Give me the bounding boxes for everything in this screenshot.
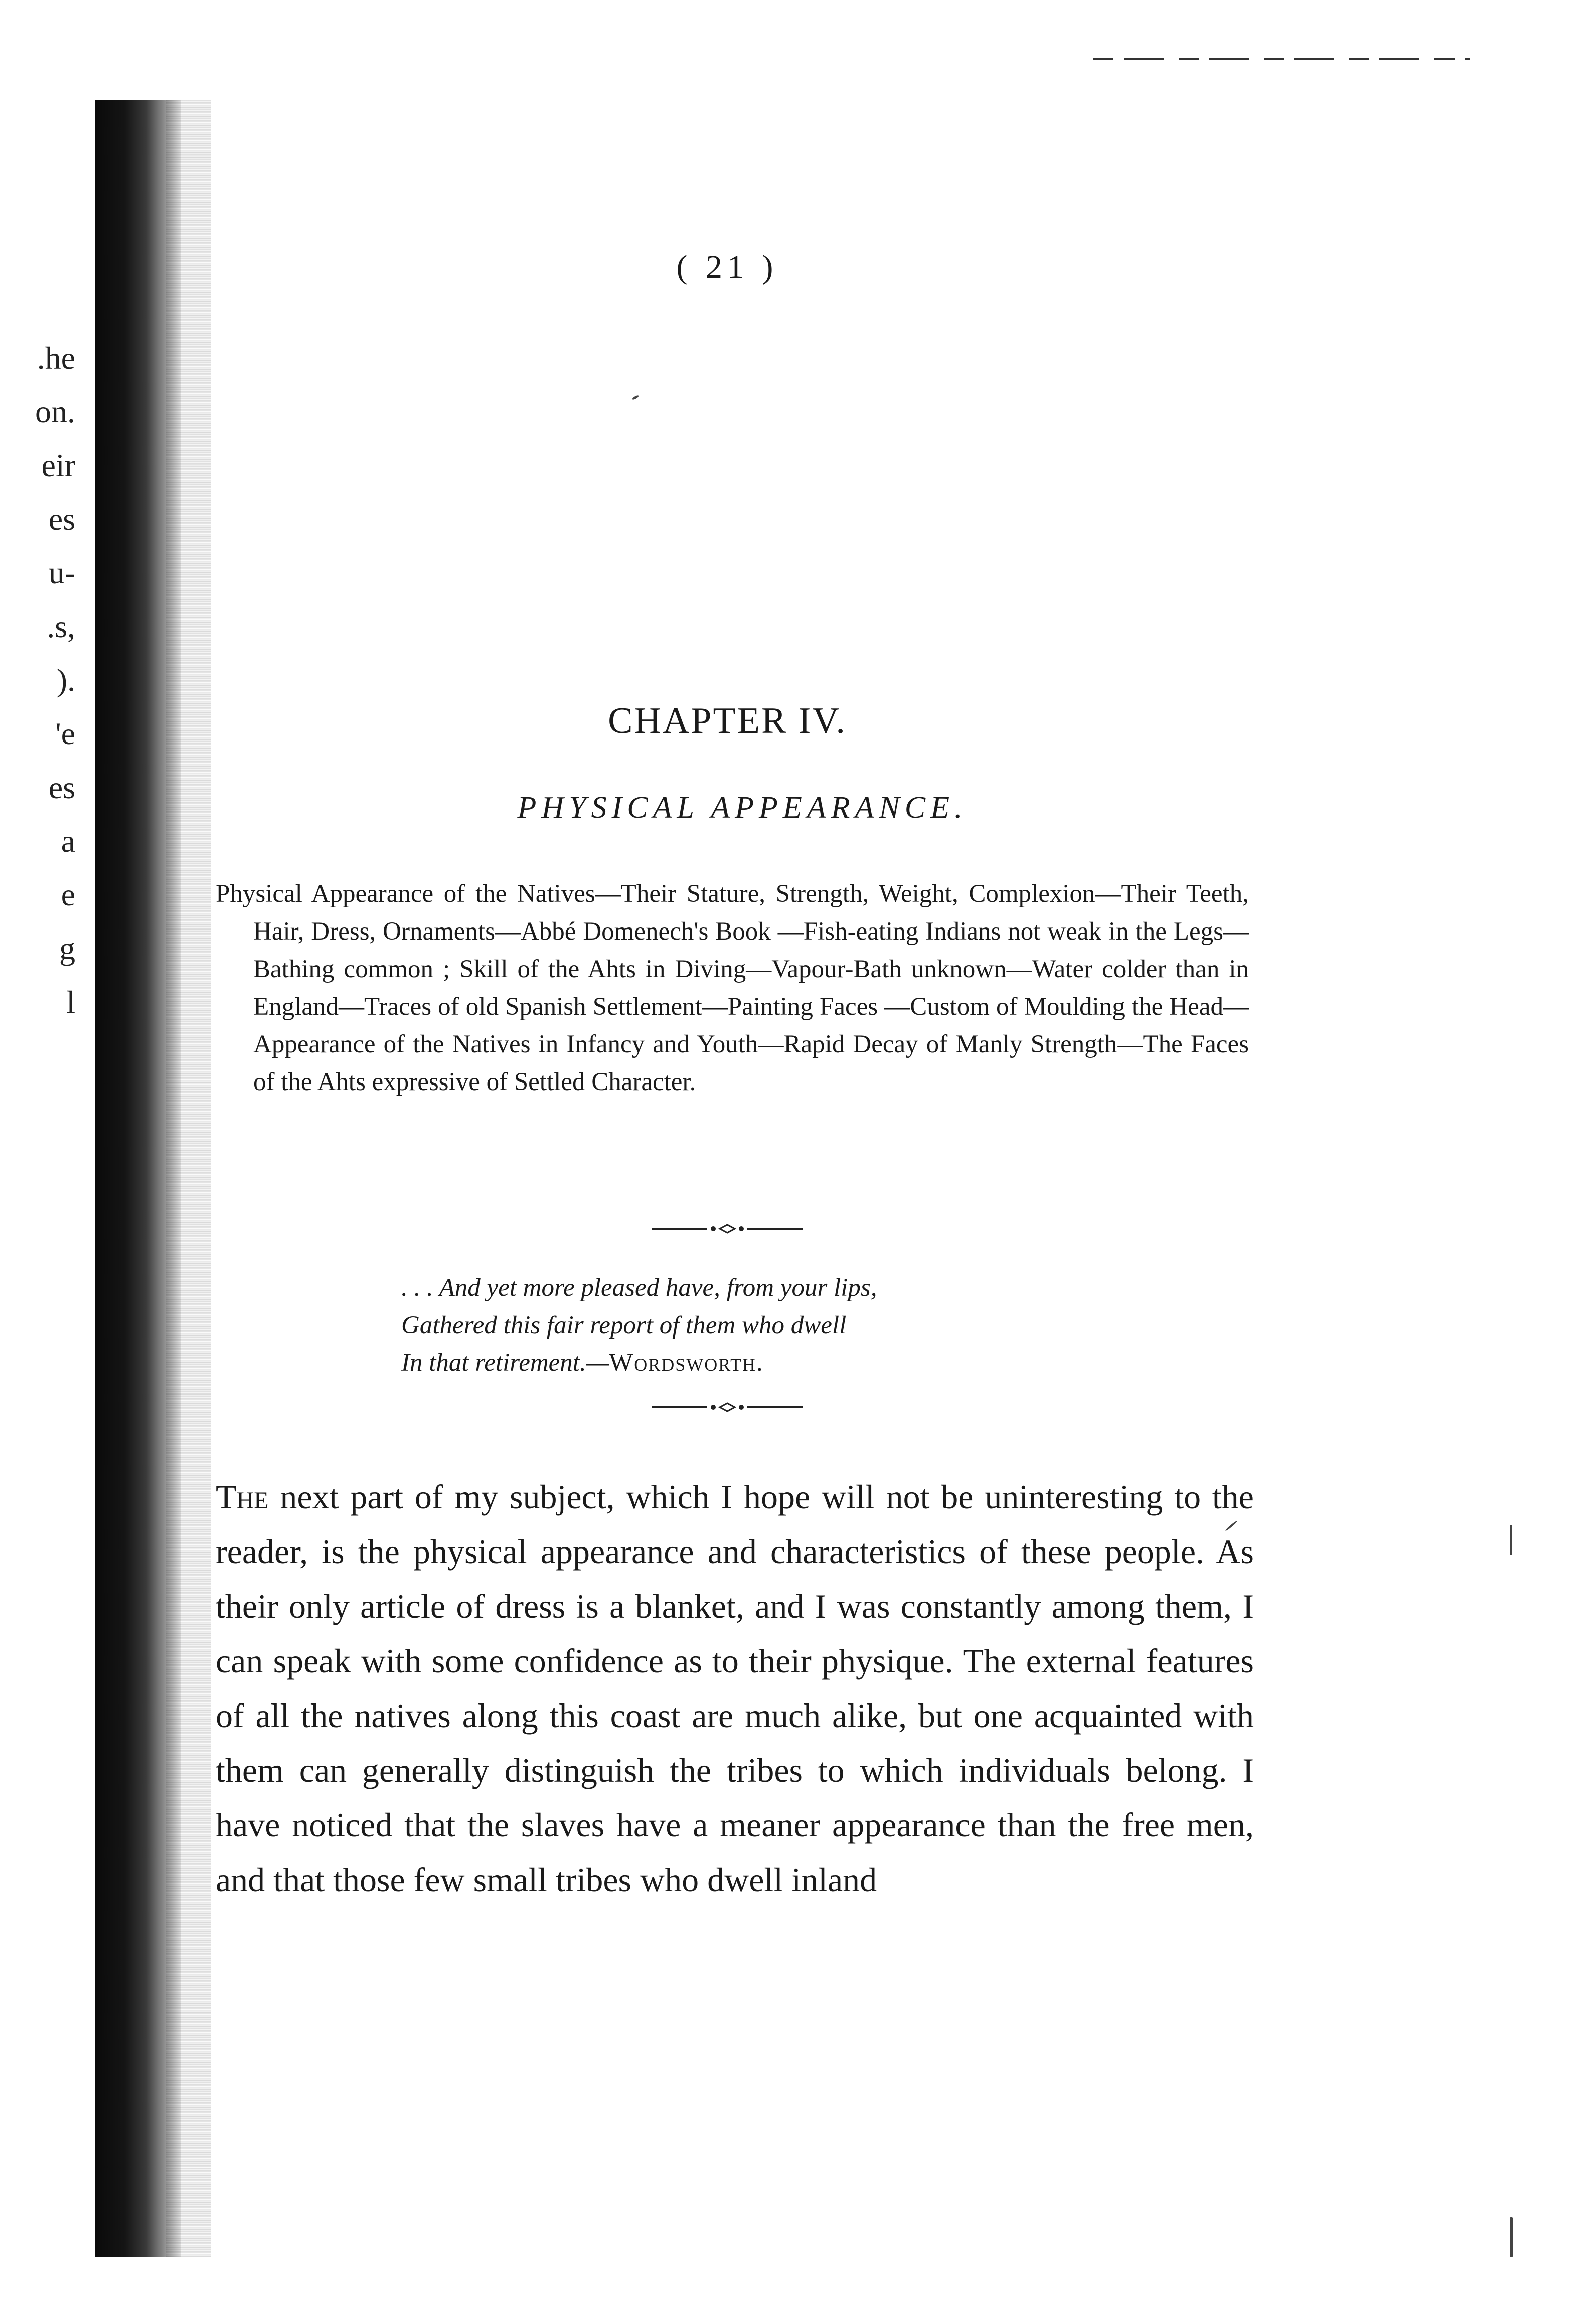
facing-fragment: es xyxy=(48,501,75,537)
ornament-divider-bottom xyxy=(652,1402,803,1412)
body-paragraph xyxy=(216,1470,1254,1907)
binding-gutter-texture xyxy=(166,100,211,2257)
print-speck xyxy=(1510,1525,1512,1555)
facing-fragment: e xyxy=(61,877,75,912)
epigraph-line: . . . And yet more pleased have, from your lips, xyxy=(401,1274,877,1302)
epigraph-line-last xyxy=(401,1344,1053,1382)
chapter-title: CHAPTER IV. xyxy=(608,700,847,741)
epigraph-line: In that retirement.— xyxy=(401,1349,609,1377)
facing-fragment: g xyxy=(59,931,75,966)
print-speck xyxy=(632,395,640,400)
facing-fragment: 'e xyxy=(55,716,75,751)
lead-word: The xyxy=(216,1478,269,1516)
epigraph-author: Wordsworth. xyxy=(609,1349,764,1377)
page-number: ( 21 ) xyxy=(676,249,778,285)
facing-fragment: ). xyxy=(56,662,75,698)
chapter-subtitle: PHYSICAL APPEARANCE. xyxy=(517,791,968,825)
facing-page-bleed xyxy=(0,331,75,1029)
facing-fragment: l xyxy=(66,984,75,1020)
facing-fragment: .he xyxy=(37,340,75,376)
ornament-divider-top xyxy=(652,1224,803,1234)
facing-fragment: on. xyxy=(35,394,75,429)
epigraph-line: Gathered this fair report of them who dwell xyxy=(401,1311,847,1339)
epigraph xyxy=(401,1269,1053,1382)
print-speck xyxy=(1510,2217,1513,2257)
facing-fragment: u- xyxy=(48,555,75,590)
body-text: next part of my subject, which I hope will not be uninteresting to the reader, is the physical appearance and characteristics of these people. As their only article of dress is a blanket, and I was constantly among them, I can speak with some confidence as to their physique. The external features of all the natives along this coast are much alike, but one acquainted with them can generally distinguish the tribes to which individuals belong. I have noticed that the slaves have a meaner appearance than the free men, and that those few small tribes who dwell inland xyxy=(216,1478,1254,1899)
facing-fragment: es xyxy=(48,769,75,805)
facing-fragment: a xyxy=(61,823,75,859)
top-edge-mark xyxy=(1093,58,1470,60)
facing-fragment: .s, xyxy=(47,608,75,644)
facing-fragment: eir xyxy=(41,447,75,483)
chapter-synopsis: Physical Appearance of the Natives—Their Stature, Strength, Weight, Complexion—Their Teeth, Hair, Dress, Ornaments—Abbé Domenech's Book —Fish-eating Indians not weak in the Legs—Bathing common ; Skill of the Ahts in Diving—Vapour-Bath unknown—Water colder than in England—Traces of old Spanish Settlement—Painting Faces —Custom of Moulding the Head—Appearance of the Natives in Infancy and Youth—Rapid Decay of Manly Strength—The Faces of the Ahts expressive of Settled Character. xyxy=(216,880,1249,1096)
